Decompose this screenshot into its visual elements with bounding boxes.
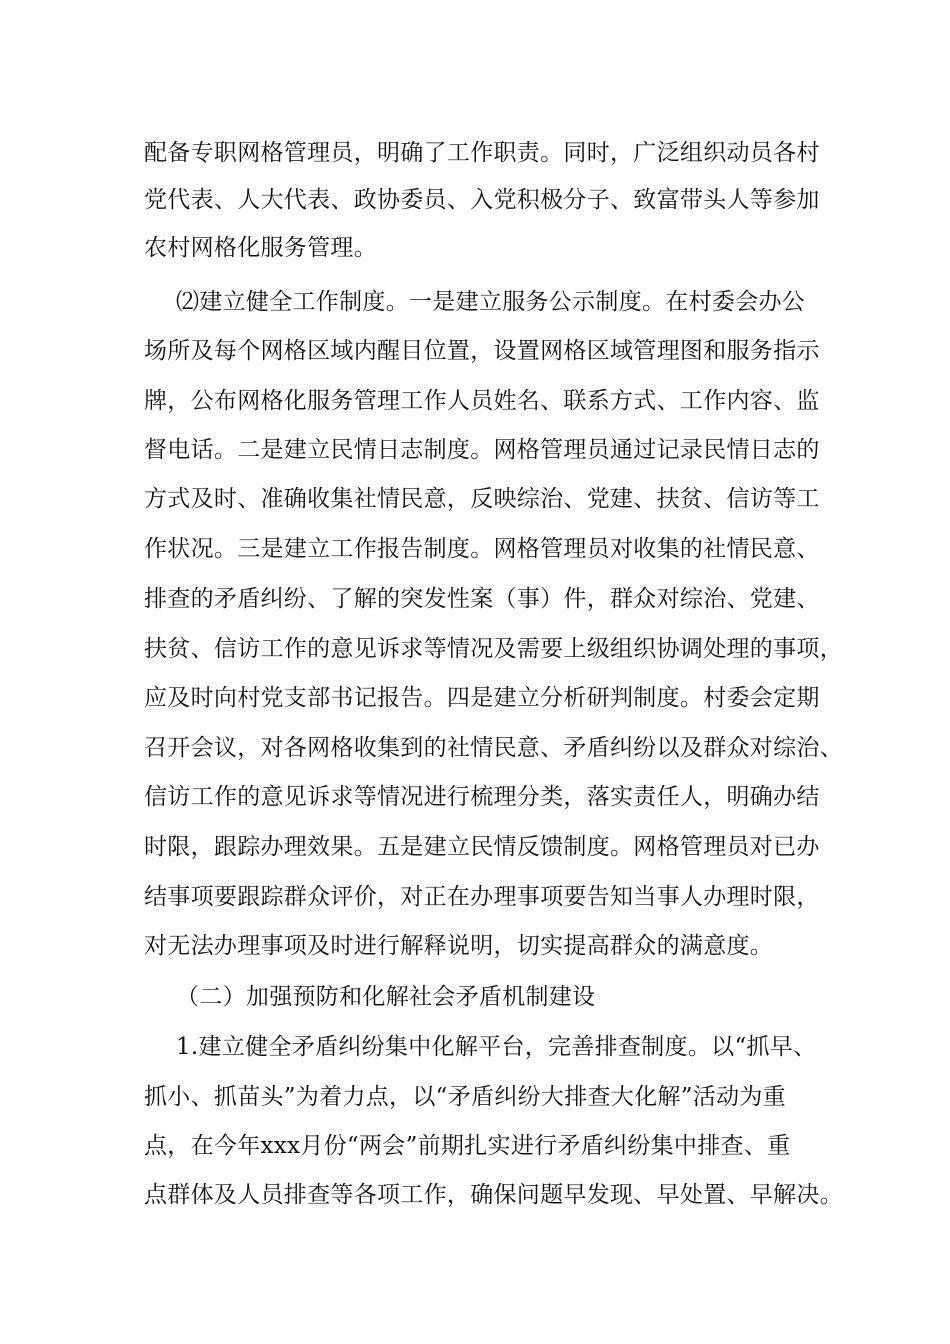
text-line: 督电话。二是建立民情日志制度。网格管理员通过记录民情日志的 xyxy=(144,437,820,463)
text-line: 扶贫、信访工作的意见诉求等情况及需要上级组织协调处理的事项， xyxy=(144,636,843,662)
section-heading: （二）加强预防和化解社会矛盾机制建设 xyxy=(176,984,596,1010)
text-line: 场所及每个网格区域内醒目位置，设置网格区域管理图和服务指示 xyxy=(144,338,820,364)
text-line: 农村网格化服务管理。 xyxy=(144,235,377,261)
text-line: 对无法办理事项及时进行解释说明，切实提高群众的满意度。 xyxy=(144,933,774,959)
text-line: 配备专职网格管理员，明确了工作职责。同时，广泛组织动员各村 xyxy=(144,140,820,166)
text-line: 方式及时、准确收集社情民意，反映综治、党建、扶贫、信访等工 xyxy=(144,486,820,512)
text-line: 党代表、人大代表、政协委员、入党积极分子、致富带头人等参加 xyxy=(144,187,820,213)
paragraph-start-line: ⑵建立健全工作制度。一是建立服务公示制度。在村委会办公 xyxy=(176,289,806,315)
text-line: 时限，跟踪办理效果。五是建立民情反馈制度。网格管理员对已办 xyxy=(144,834,820,860)
text-line: 作状况。三是建立工作报告制度。网格管理员对收集的社情民意、 xyxy=(144,536,820,562)
text-line: 抓小、抓苗头”为着力点，以“矛盾纠纷大排查大化解”活动为重 xyxy=(144,1084,786,1110)
text-line: 结事项要跟踪群众评价，对正在办理事项要告知当事人办理时限， xyxy=(144,884,820,910)
text-line: 信访工作的意见诉求等情况进行梳理分类，落实责任人，明确办结 xyxy=(144,784,820,810)
text-line: 排查的矛盾纠纷、了解的突发性案（事）件，群众对综治、党建、 xyxy=(144,586,820,612)
paragraph-start-line: 1.建立健全矛盾纠纷集中化解平台，完善排查制度。以“抓早、 xyxy=(176,1034,817,1060)
text-line: 点，在今年xxx月份“两会”前期扎实进行矛盾纠纷集中排查、重 xyxy=(144,1133,791,1159)
text-line: 召开会议，对各网格收集到的社情民意、矛盾纠纷以及群众对综治、 xyxy=(144,735,843,761)
text-line: 牌，公布网格化服务管理工作人员姓名、联系方式、工作内容、监 xyxy=(144,388,820,414)
text-line: 应及时向村党支部书记报告。四是建立分析研判制度。村委会定期 xyxy=(144,685,820,711)
text-line: 点群体及人员排查等各项工作，确保问题早发现、早处置、早解决。 xyxy=(144,1182,843,1208)
